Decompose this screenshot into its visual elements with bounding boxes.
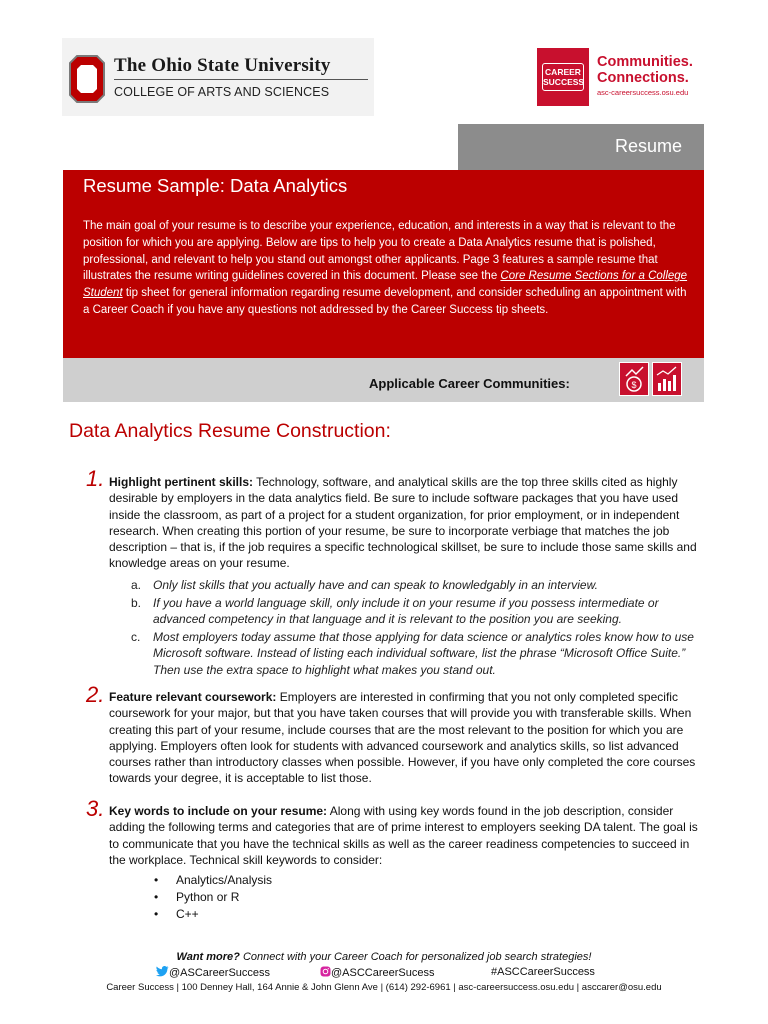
college-name: COLLEGE OF ARTS AND SCIENCES <box>114 85 330 99</box>
sub-item: a. Only list skills that you actually have and can speak to knowledgably in an interview. <box>131 578 598 592</box>
document-type-tab <box>458 124 704 170</box>
item-paragraph: Feature relevant coursework: Employers are interested in confirming that you not only completed specific coursework for your major, but that you have taken courses that will provide you with transferable skills. When creating this part of your resume, include courses that are the most relevant to the position for which you are applying. Employers often look for students with advanced coursework and analytics skills, so list advanced courses rather than introductory classes when possible. However, if you have only completed the core courses towards your degree, it is acceptable to list those. <box>109 690 696 786</box>
intro-text: The main goal of your resume is to describe your experience, education, and interests in a way that is relevant to the position for which you are applying. Below are tips to help you to create a Data Analytics resume that is polished, professional, and relevant to help you stand out amongst other applicants. Page 3 features a sample resume that illustrates the resume writing guidelines covered in this document. Please see the Core Resume Sections for a College Student tip sheet for general information regarding resume development, and consider scheduling an appointment with a Career Coach if you have any questions not addressed by the Career Success tip sheets. <box>83 220 688 316</box>
instagram-icon <box>320 966 331 977</box>
item-paragraph: Key words to include on your resume: Along with using key words found in the job description, consider adding the following terms and categories that are of prime interest to employers seeking DA talent. The goal is to communicate that you have the technical skills as well as the career readiness competencies to succeed in the workplace. Technical skill keywords to consider: <box>109 804 698 867</box>
slogan: Communities. Connections. <box>597 54 693 86</box>
instagram-handle[interactable]: @ASCCareerSucess <box>320 966 434 979</box>
item-paragraph: Highlight pertinent skills: Technology, software, and analytical skills are the top three skills cited as highly desirable by employers in the data analytics field. Be sure to include software packages that you have used inside the classroom, as part of a project for a student organization, for prior employment, or in independent research. When creating this portion of your resume, be sure to incorporate verbiage that matches the job description – that is, if the job requires a specific technological skillset, be sure to include those same skills and knowledge areas on your resume. <box>109 475 697 571</box>
ohio-state-logo-icon <box>68 54 106 104</box>
career-communities-bar <box>63 358 704 402</box>
header-divider <box>114 79 368 80</box>
career-success-url[interactable]: asc-careersuccess.osu.edu <box>597 88 689 97</box>
osu-header-block <box>62 38 374 116</box>
analytics-community-icon <box>652 362 682 396</box>
document-type-label: Resume <box>614 136 682 156</box>
sub-item: b. If you have a world language skill, only include it on your resume if you possess intermediate or advanced competency in that language and it is relevant to the position you are seeking. <box>131 596 659 627</box>
list-item: • C++ <box>154 906 272 923</box>
item-number: 3. <box>86 796 105 821</box>
keyword-list <box>154 872 272 923</box>
career-success-logo <box>537 48 589 106</box>
footer-address: Career Success | 100 Denney Hall, 164 Annie & John Glenn Ave | (614) 292-6961 | asc-careersuccess.osu.edu | asccarer@osu.edu <box>106 982 662 993</box>
hashtag: #ASCCareerSuccess <box>491 966 595 978</box>
intro-title: Resume Sample: Data Analytics <box>83 175 348 196</box>
finance-community-icon <box>619 362 649 396</box>
core-resume-link[interactable]: Core Resume Sections for a College Student <box>83 270 688 300</box>
footer-cta: Want more? Connect with your Career Coach for personalized job search strategies! <box>176 951 592 963</box>
item-number: 1. <box>86 466 105 491</box>
sub-item: c. Most employers today assume that those applying for data science or analytics roles know how to use Microsoft software. Instead of listing each individual software, list the phrase “Microsoft Office Suite.” Then use the extra space to highlight what makes you stand out. <box>131 630 694 677</box>
twitter-handle[interactable]: @ASCareerSuccess <box>156 966 270 979</box>
intro-box <box>63 170 704 358</box>
twitter-icon <box>156 966 169 977</box>
section-title: Data Analytics Resume Construction: <box>69 420 391 442</box>
list-item: • Analytics/Analysis <box>154 872 272 889</box>
item-number: 2. <box>86 682 105 707</box>
career-communities-label: Applicable Career Communities: <box>369 376 570 391</box>
career-success-badge: CAREER SUCCESS <box>542 63 584 91</box>
list-item: • Python or R <box>154 889 272 906</box>
university-name: The Ohio State University <box>114 55 331 76</box>
svg-text:$: $ <box>631 380 637 390</box>
